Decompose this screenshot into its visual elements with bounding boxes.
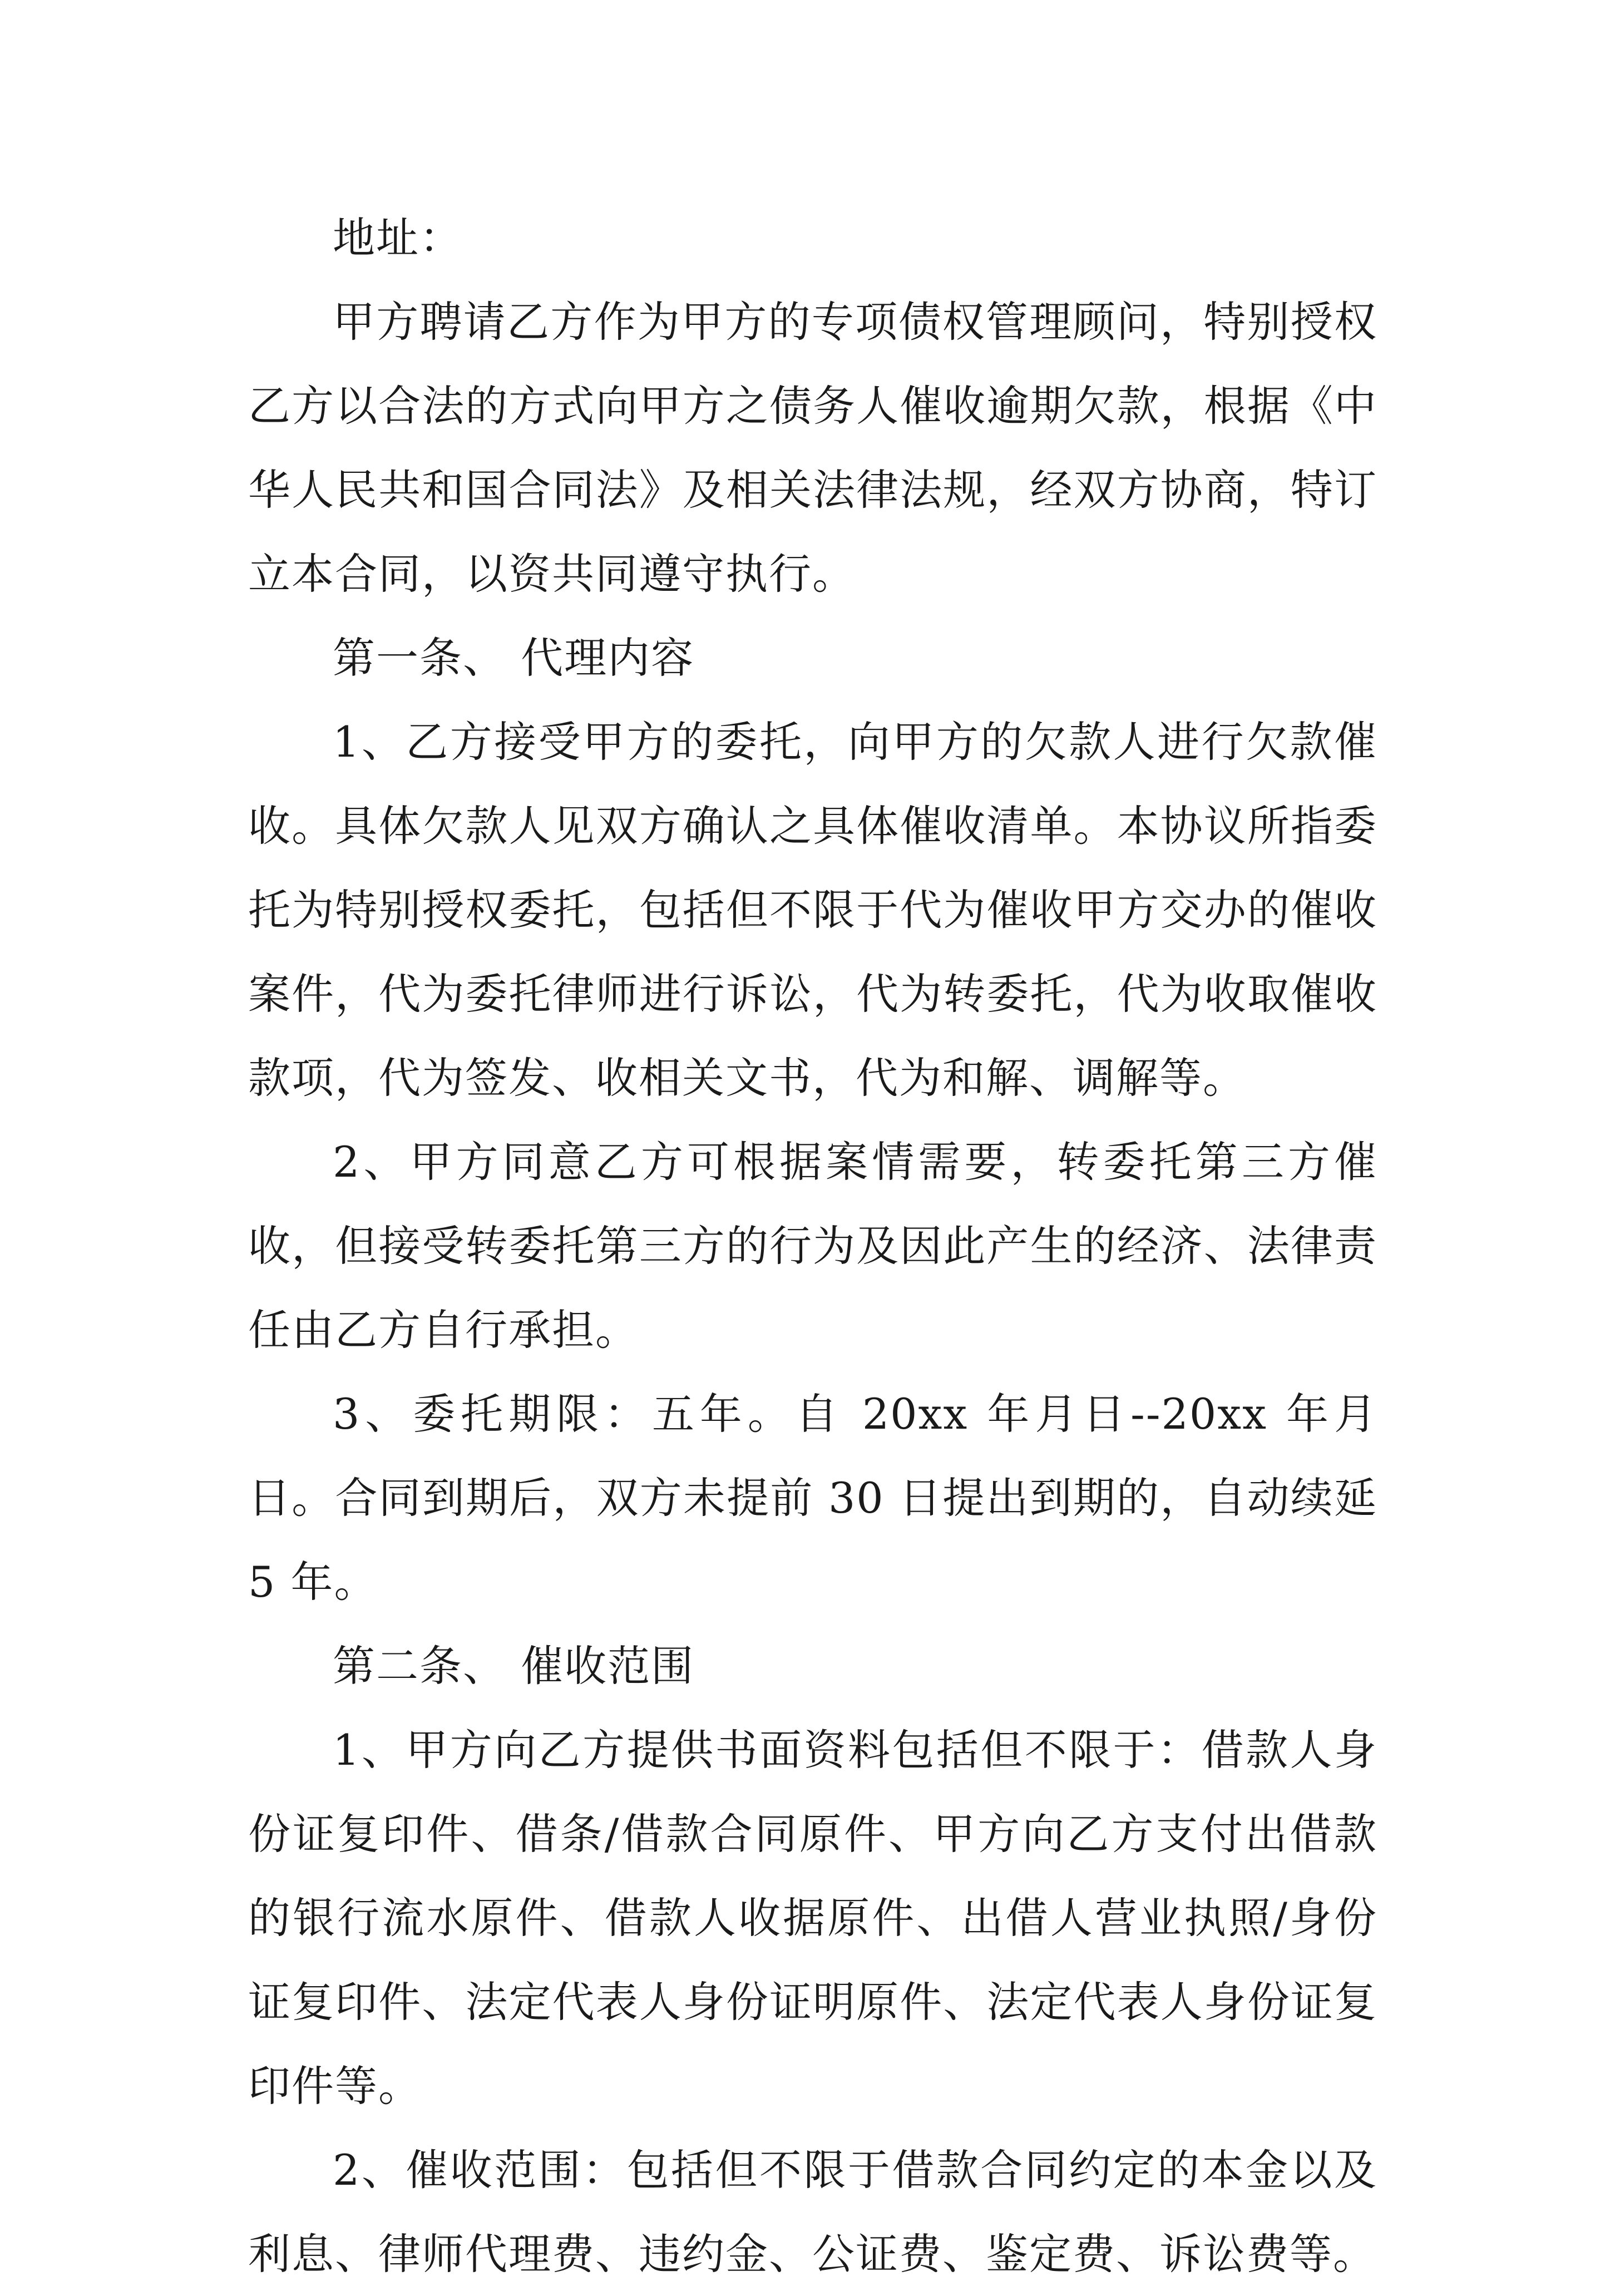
preamble-paragraph: 甲方聘请乙方作为甲方的专项债权管理顾问，特别授权乙方以合法的方式向甲方之债务人催收逾期欠款，根据《中华人民共和国合同法》及相关法律法规，经双方协商，特订立本合同，以资共同遵守执行。 xyxy=(248,297,1377,599)
article-1-clause-3: 3、委托期限：五年。自 20xx 年月日--20xx 年月日。合同到期后，双方未提前 30 日提出到期的，自动续延 5 年。 xyxy=(248,1389,1377,1607)
address-line: 地址： xyxy=(333,213,463,263)
document-body xyxy=(248,196,1377,2296)
article-1-clause-2: 2、甲方同意乙方可根据案情需要，转委托第三方催收，但接受转委托第三方的行为及因此产生的经济、法律责任由乙方自行承担。 xyxy=(248,1137,1377,1355)
article-1-clause-1: 1、乙方接受甲方的委托，向甲方的欠款人进行欠款催收。具体欠款人见双方确认之具体催收清单。本协议所指委托为特别授权委托，包括但不限于代为催收甲方交办的催收案件，代为委托律师进行诉讼，代为转委托，代为收取催收款项，代为签发、收相关文书，代为和解、调解等。 xyxy=(248,717,1377,1103)
article-1-heading: 第一条、 代理内容 xyxy=(333,633,695,683)
article-2-clause-2: 2、催收范围：包括但不限于借款合同约定的本金以及利息、律师代理费、违约金、公证费、鉴定费、诉讼费等。 xyxy=(248,2145,1377,2279)
article-2-clause-1: 1、甲方向乙方提供书面资料包括但不限于：借款人身份证复印件、借条/借款合同原件、甲方向乙方支付出借款的银行流水原件、借款人收据原件、出借人营业执照/身份证复印件、法定代表人身份证明原件、法定代表人身份证复印件等。 xyxy=(248,1725,1377,2111)
article-2-heading: 第二条、 催收范围 xyxy=(333,1641,695,1691)
